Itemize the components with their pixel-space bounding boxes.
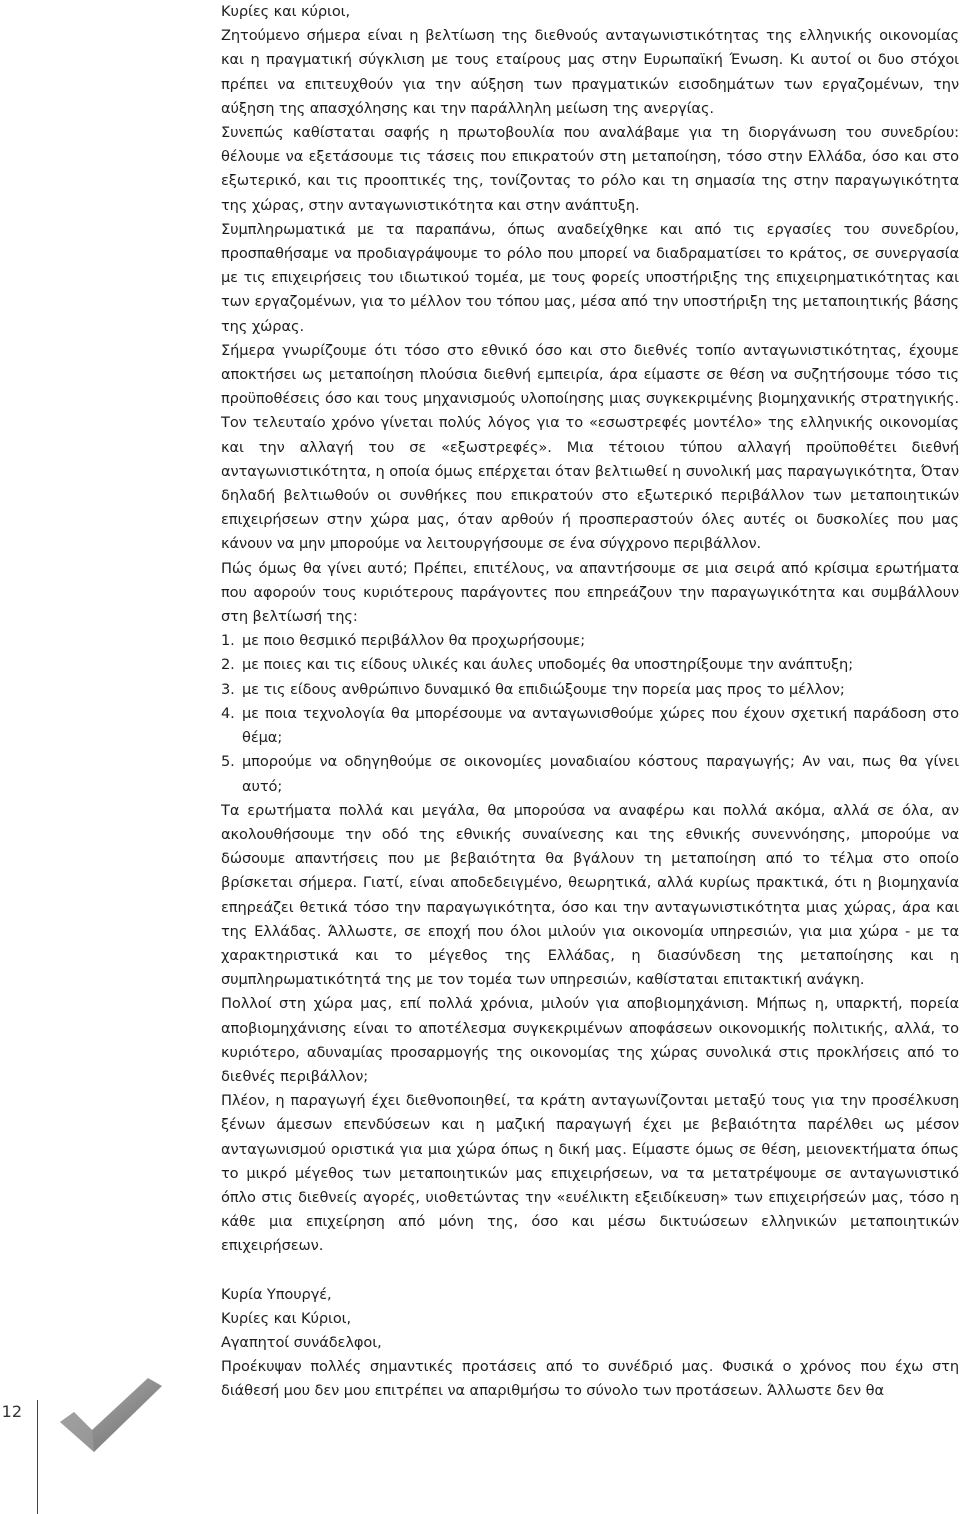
list-item xyxy=(221,629,959,653)
paragraph: Σήμερα γνωρίζουμε ότι τόσο στο εθνικό όσο και στο διεθνές τοπίο ανταγωνιστικότητας, έχουμε αποκτήσει ως μεταποίηση πλούσια διεθνή εμπειρία, άρα είμαστε σε θέση να συζητήσουμε τόσο τις προϋποθέσεις όσο και τους μηχανισμούς υλοποίησης μιας συγκεκριμένης βιομηχανικής στρατηγικής. Τον τελευταίο χρόνο γίνεται πολύς λόγος για το «εσωστρεφές μοντέλο» της ελληνικής οικονομίας και την αλλαγή του σε «εξωστρεφές». Μια τέτοιου τύπου αλλαγή προϋποθέτει διεθνή ανταγωνιστικότητα, η οποία όμως επέρχεται όταν βελτιωθεί η συνολική μας παραγωγικότητα, Όταν δηλαδή βελτιωθούν οι συνθήκες που επικρατούν στο εξωτερικό περιβάλλον των μεταποιητικών επιχειρήσεων στην χώρα μας, όταν αρθούν ή προσπεραστούν όλες αυτές οι δυσκολίες που μας κάνουν να μην μπορούμε να λειτουργήσουμε σε ένα σύγχρονο περιβάλλον. xyxy=(221,341,959,553)
list-text: με ποιο θεσμικό περιβάλλον θα προχωρήσουμε; xyxy=(242,632,586,650)
salutation: Κυρίες και Κύριοι, xyxy=(221,1309,352,1327)
paragraph: Ζητούμενο σήμερα είναι η βελτίωση της διεθνούς ανταγωνιστικότητας της ελληνικής οικονομίας και η πραγματική σύγκλιση με τους εταίρους μας στην Ευρωπαϊκή Ένωση. Κι αυτοί οι δυο στόχοι πρέπει να επιτευχθούν για την αύξηση των πραγματικών εισοδημάτων των εργαζομένων, την αύξηση της απασχόλησης και την παράλληλη μείωση της ανεργίας. xyxy=(221,27,959,117)
question-list xyxy=(221,629,959,798)
list-text: με ποια τεχνολογία θα μπορέσουμε να ανταγωνισθούμε χώρες που έχουν σχετική παράδοση στο θέμα; xyxy=(242,704,959,747)
list-text: με τις είδους ανθρώπινο δυναμικό θα επιδιώξουμε την πορεία μας προς το μέλλον; xyxy=(242,680,845,698)
paragraph: Πλέον, η παραγωγή έχει διεθνοποιηθεί, τα κράτη ανταγωνίζονται μεταξύ τους για την προσέλκυση ξένων άμεσων επενδύσεων και η μαζική παραγωγή έχει με βεβαιότητα παρέλθει ως μέσον ανταγωνισμού οριστικά για μια χώρα όπως η δική μας. Είμαστε όμως σε θέση, μειονεκτήματα όπως το μικρό μέγεθος των μεταποιητικών μας επιχειρήσεων, να τα μετατρέψουμε σε ανταγωνιστικό όπλο στις διεθνείς αγορές, υιοθετώντας την «ευέλικτη εξειδίκευση» των επιχειρήσεών μας, τόσο η κάθε μια επιχείρηση από μόνη της, όσο και μέσω δικτυώσεων ελληνικών μεταποιητικών επιχειρήσεων. xyxy=(221,1092,959,1255)
list-text: μπορούμε να οδηγηθούμε σε οικονομίες μοναδιαίου κόστους παραγωγής; Αν ναι, πως θα γίνει αυτό; xyxy=(242,753,959,795)
paragraph: Συνεπώς καθίσταται σαφής η πρωτοβουλία που αναλάβαμε για τη διοργάνωση του συνεδρίου: θέλουμε να εξετάσουμε τις τάσεις που επικρατούν στη μεταποίηση, τόσο στην Ελλάδα, όσο και στο εξωτερικό, και τις προοπτικές της, τονίζοντας το ρόλο και τη σημασία της στην παραγωγικότητα της χώρας, στην ανταγωνιστικότητα και στην ανάπτυξη. xyxy=(221,124,959,214)
paragraph: Τα ερωτήματα πολλά και μεγάλα, θα μπορούσα να αναφέρω και πολλά ακόμα, αλλά σε όλα, αν ακολουθήσουμε την οδό της εθνικής συναίνεσης και της εθνικής συνεννόησης, μπορούμε να δώσουμε απαντήσεις που με βεβαιότητα θα βγάλουν τη μεταποίηση από το τέλμα στο οποίο βρίσκεται σήμερα. Γιατί, είναι αποδεδειγμένο, θεωρητικά, αλλά κυρίως πρακτικά, ότι η βιομηχανία επηρεάζει θετικά τόσο την παραγωγικότητα, όσο και την ανταγωνιστικότητα μιας χώρας, άρα και της Ελλάδας. Άλλωστε, σε εποχή που όλοι μιλούν για οικονομία υπηρεσιών, για μια χώρα - με τα χαρακτηριστικά και το μέγεθος της Ελλάδας, η διασύνδεση της μεταποίησης και η συμπληρωματικότητά της με τον τομέα των υπηρεσιών, καθίσταται επιτακτική ανάγκη. xyxy=(221,801,959,989)
vertical-divider xyxy=(37,1400,38,1514)
paragraph: Πώς όμως θα γίνει αυτό; Πρέπει, επιτέλους, να απαντήσουμε σε μια σειρά από κρίσιμα ερωτήματα που αφορούν τους κυριότερους παράγοντες που επηρεάζουν την παραγωγικότητα και συμβάλλουν στη βελτίωσή της: xyxy=(221,559,959,626)
closing-section xyxy=(221,1283,959,1404)
list-item xyxy=(221,750,959,798)
spacer xyxy=(221,1259,959,1283)
list-number: 2. xyxy=(221,656,235,674)
list-number: 4. xyxy=(221,704,235,722)
paragraph: Προέκυψαν πολλές σημαντικές προτάσεις από το συνέδριό μας. Φυσικά ο χρόνος που έχω στη διάθεσή μου δεν μου επιτρέπει να απαριθμήσω το σύνολο των προτάσεων. Άλλωστε δεν θα xyxy=(221,1358,959,1400)
paragraph: Πολλοί στη χώρα μας, επί πολλά χρόνια, μιλούν για αποβιομηχάνιση. Μήπως η, υπαρκτή, πορεία αποβιομηχάνισης είναι το αποτέλεσμα συγκεκριμένων αποφάσεων οικονομικής πολιτικής, αλλά, το κυριότερο, αδυναμίας προσαρμογής της οικονομίας της χώρας συνολικά στις προκλήσεις από το διεθνές περιβάλλον; xyxy=(221,995,959,1085)
list-item xyxy=(221,678,959,702)
list-text: με ποιες και τις είδους υλικές και άυλες υποδομές θα υποστηρίξουμε την ανάπτυξη; xyxy=(242,656,854,674)
checkmark-icon xyxy=(56,1372,168,1456)
paragraph: Συμπληρωματικά με τα παραπάνω, όπως αναδείχθηκε και από τις εργασίες του συνεδρίου, προσπαθήσαμε να προδιαγράψουμε το ρόλο που μπορεί να διαδραματίσει το κράτος, σε συνεργασία με τις επιχειρήσεις του ιδιωτικού τομέα, με τους φορείς υποστήριξης της επιχειρηματικότητας και των εργαζομένων, για το μέλλον του τόπου μας, μέσα από την υποστήριξη της μεταποιητικής βάσης της χώρας. xyxy=(221,220,959,335)
list-item xyxy=(221,653,959,677)
salutation: Κυρία Υπουργέ, xyxy=(221,1285,332,1303)
salutation: Αγαπητοί συνάδελφοι, xyxy=(221,1333,382,1351)
list-number: 3. xyxy=(221,680,235,698)
paragraph: Κυρίες και κύριοι, xyxy=(221,3,351,20)
body-text xyxy=(221,0,959,1404)
list-number: 1. xyxy=(221,632,235,650)
list-number: 5. xyxy=(221,753,235,771)
list-item xyxy=(221,702,959,750)
page-number: 12 xyxy=(1,1402,22,1421)
